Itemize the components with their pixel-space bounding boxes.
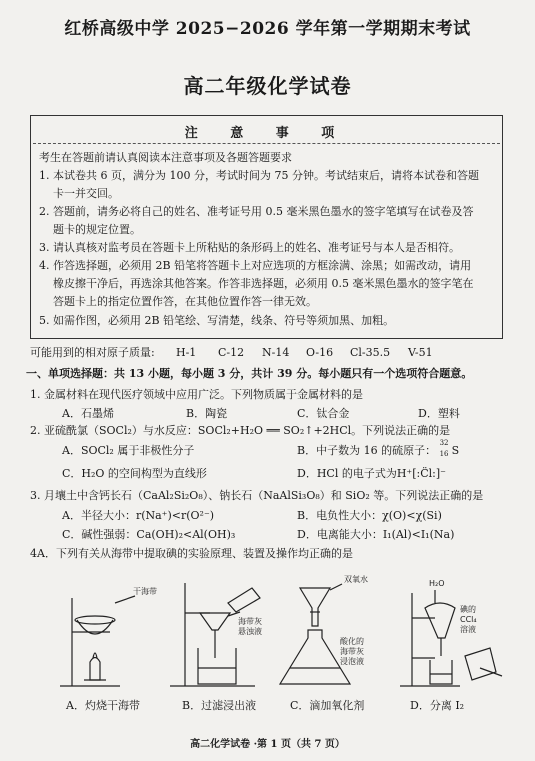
notice-item: 题卡的规定位置。	[53, 223, 141, 236]
atomic-mass-label: 可能用到的相对原子质量:	[30, 346, 155, 359]
q1-option-a: A．石墨烯	[62, 407, 114, 420]
school-exam-title: 红桥高级中学 2025−2026 学年第一学期期末考试	[64, 19, 471, 39]
label-acidified-2: 海带灰	[340, 647, 364, 656]
apparatus-a-burning	[60, 596, 135, 686]
notice-item: 1. 本试卷共 6 页，满分为 100 分，考试时间为 75 分钟。考试结束后，请将本试卷和答题	[39, 169, 479, 182]
label-iodine-3: 溶液	[460, 625, 476, 634]
notice-box	[30, 115, 503, 339]
atomic-mass-value: Cl-35.5	[350, 346, 391, 359]
label-iodine-2: CCl₄	[460, 615, 477, 624]
q4-caption-b: B．过滤浸出液	[182, 699, 257, 712]
atomic-mass-value: H-1	[176, 346, 197, 359]
element-symbol: S	[451, 444, 460, 457]
subject-title: 高二年级化学试卷	[183, 74, 352, 98]
apparatus-figures	[40, 568, 510, 698]
label-h2o2: 双氧水	[344, 575, 368, 584]
atomic-number: 16	[439, 450, 449, 458]
notice-title: 注 意 事 项	[184, 126, 349, 141]
q3-option-b: B．电负性大小：χ(O)<χ(Si)	[297, 509, 442, 522]
q4-caption-a: A．灼烧干海带	[66, 699, 140, 712]
label-acidified-1: 酸化的	[340, 637, 364, 646]
label-acidified-3: 浸泡液	[340, 657, 364, 666]
notice-intro: 考生在答题前请认真阅读本注意事项及各题答题要求	[39, 151, 292, 164]
notice-item: 5. 如需作图，必须用 2B 铅笔绘、写清楚，线条、符号等须加黑、加粗。	[39, 314, 395, 327]
q1-option-d: D．塑料	[418, 407, 460, 420]
atomic-mass-value: V-51	[408, 346, 433, 359]
notice-divider	[33, 143, 500, 144]
apparatus-c-oxidation	[280, 584, 350, 684]
q2-option-c: C．H₂O 的空间构型为直线形	[62, 467, 207, 480]
notice-item: 2. 答题前，请务必将自己的姓名、准考证号用 0.5 毫米黑色墨水的签字笔填写在试卷及答	[39, 205, 474, 218]
question-1-stem: 1. 金属材料在现代医疗领域中应用广泛。下列物质属于金属材料的是	[30, 388, 363, 401]
label-suspension-1: 海带灰	[238, 617, 262, 626]
q3-option-c: C．碱性强弱：Ca(OH)₂<Al(OH)₃	[62, 528, 236, 541]
label-suspension-2: 悬浊液	[238, 627, 262, 636]
q4-caption-d: D．分离 I₂	[410, 699, 465, 712]
notice-item: 橡皮擦干净后，再选涂其他答案。作答非选择题，必须用 0.5 毫米黑色墨水的签字笔在	[53, 277, 474, 290]
label-iodine-1: 碘的	[460, 605, 476, 614]
notice-item: 3. 请认真核对监考员在答题卡上所粘贴的条形码上的姓名、准考证号与本人是否相符。	[39, 241, 460, 254]
atomic-mass-value: C-12	[218, 346, 245, 359]
question-3-stem: 3. 月壤土中含钙长石（CaAl₂Si₂O₈）、钠长石（NaAlSi₃O₈）和 SiO₂ 等。下列说法正确的是	[30, 489, 484, 502]
section-title: 一、单项选择题：共 13 小题，每小题 3 分，共计 39 分。每小题只有一个选项符合题意。	[26, 367, 473, 380]
label-water: H₂O	[429, 579, 445, 588]
q2-option-b-text: B．中子数为 16 的硫原子：	[297, 444, 437, 457]
q2-option-d: D．HCl 的电子式为H⁺[:C̈l:]⁻	[297, 467, 446, 480]
q3-option-d: D．电离能大小：I₁(Al)<I₁(Na)	[297, 528, 455, 541]
label-dry-seaweed: 干海带	[133, 587, 157, 596]
question-2-stem: 2. 亚硫酰氯（SOCl₂）与水反应：SOCl₂+H₂O ══ SO₂↑+2HCl。下列说法正确的是	[30, 424, 451, 437]
q2-option-b	[297, 439, 460, 458]
q4-caption-c: C．滴加氧化剂	[290, 699, 365, 712]
notice-item: 卡一并交回。	[53, 187, 119, 200]
q1-option-c: C．钛合金	[297, 407, 350, 420]
q3-option-a: A．半径大小：r(Na⁺)<r(O²⁻)	[62, 509, 215, 522]
mass-number: 32	[439, 439, 449, 447]
atomic-mass-value: O-16	[306, 346, 334, 359]
nuclide-notation	[439, 439, 452, 458]
atomic-mass-value: N-14	[262, 346, 290, 359]
q2-option-a: A．SOCl₂ 属于非极性分子	[62, 444, 195, 457]
question-4-stem: 4A．下列有关从海带中提取碘的实验原理、装置及操作均正确的是	[30, 547, 353, 560]
q1-option-b: B．陶瓷	[186, 407, 228, 420]
notice-item: 4. 作答选择题，必须用 2B 铅笔将答题卡上对应选项的方框涂满、涂黑；如需改动，请用	[39, 259, 472, 272]
apparatus-d-separation	[400, 590, 502, 686]
page-footer: 高二化学试卷 ·第 1 页（共 7 页）	[190, 739, 345, 750]
notice-item: 答题卡上的指定位置作答，在其他位置作答一律无效。	[53, 295, 317, 308]
